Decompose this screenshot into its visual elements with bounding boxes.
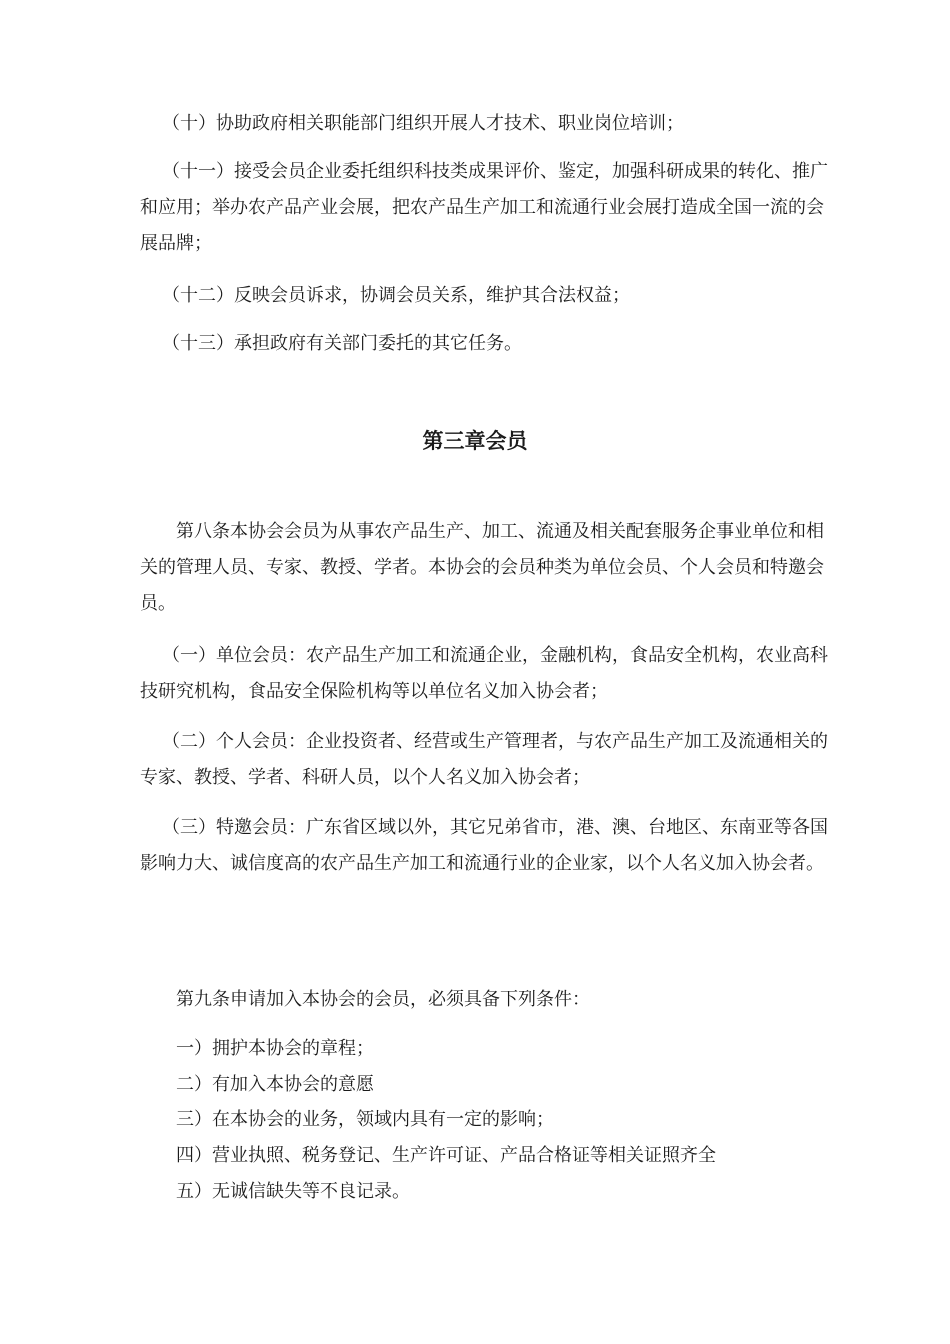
condition-item-5: 五）无诚信缺失等不良记录。: [176, 1181, 410, 1202]
duty-item-11: （十一）接受会员企业委托组织科技类成果评价、鉴定，加强科研成果的转化、推广和应用；举办农产品产业会展，把农产品生产加工和流通行业会展打造成全国一流的会展品牌；: [140, 161, 828, 254]
member-type-special: （三）特邀会员：广东省区域以外，其它兄弟省市，港、澳、台地区、东南亚等各国影响力大、诚信度高的农产品生产加工和流通行业的企业家，以个人名义加入协会者。: [140, 817, 828, 874]
member-type-unit: （一）单位会员：农产品生产加工和流通企业，金融机构，食品安全机构，农业高科技研究机构，食品安全保险机构等以单位名义加入协会者；: [140, 645, 828, 702]
member-type-individual: （二）个人会员：企业投资者、经营或生产管理者，与农产品生产加工及流通相关的专家、教授、学者、科研人员，以个人名义加入协会者；: [140, 731, 828, 788]
chapter-title: 第三章会员: [422, 428, 528, 453]
duty-item-13: （十三）承担政府有关部门委托的其它任务。: [162, 333, 522, 354]
condition-item-2: 二）有加入本协会的意愿: [176, 1074, 374, 1095]
condition-item-1: 一）拥护本协会的章程；: [176, 1038, 374, 1059]
condition-item-3: 三）在本协会的业务，领域内具有一定的影响；: [176, 1109, 554, 1130]
duty-item-12: （十二）反映会员诉求，协调会员关系，维护其合法权益；: [162, 285, 630, 306]
condition-item-4: 四）营业执照、税务登记、生产许可证、产品合格证等相关证照齐全: [176, 1145, 716, 1166]
article-8-intro: 第八条本协会会员为从事农产品生产、加工、流通及相关配套服务企事业单位和相关的管理人员、专家、教授、学者。本协会的会员种类为单位会员、个人会员和特邀会员。: [140, 521, 824, 614]
duty-item-10: （十）协助政府相关职能部门组织开展人才技术、职业岗位培训；: [162, 113, 684, 134]
article-9-intro: 第九条申请加入本协会的会员，必须具备下列条件：: [176, 989, 590, 1010]
